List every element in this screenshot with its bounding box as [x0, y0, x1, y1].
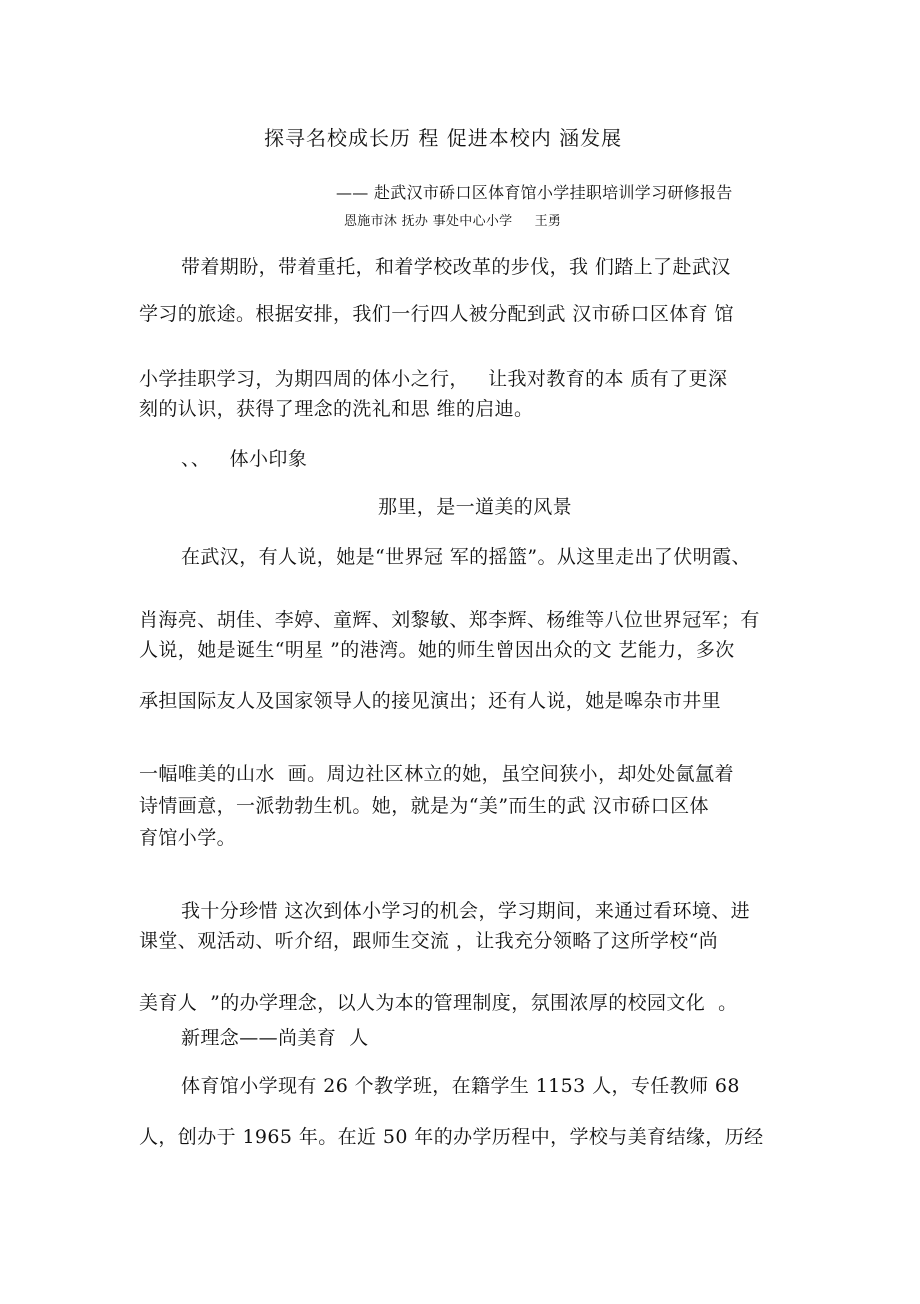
- document-subtitle: —— 赴武汉市硚口区体育馆小学挂职培训学习研修报告: [336, 183, 733, 202]
- paragraph-line: 人说，她是诞生“明星 ”的港湾。她的师生曾因出众的文 艺能力，多次: [139, 639, 735, 661]
- paragraph-line: 体育馆小学现有 26 个教学班，在籍学生 1153 人，专任教师 68: [181, 1075, 740, 1097]
- section-heading: 新理念——尚美育 人: [181, 1027, 369, 1049]
- paragraph-line: 刻的认识，获得了理念的洗礼和思 维的启迪。: [139, 398, 534, 420]
- paragraph-line: 美育人 ”的办学理念，以人为本的管理制度，氛围浓厚的校园文化 。: [139, 992, 738, 1014]
- author-line: 恩施市沐 抚办 事处中心小学 王勇: [344, 214, 562, 229]
- document-title: 探寻名校成长历 程 促进本校内 涵发展: [264, 126, 623, 150]
- section-heading: 、、 体小印象: [181, 448, 308, 470]
- paragraph-line: 学习的旅途。根据安排，我们一行四人被分配到武 汉市硚口区体育 馆: [139, 303, 734, 325]
- paragraph-line: 带着期盼，带着重托，和着学校改革的步伐，我 们踏上了赴武汉: [181, 256, 731, 278]
- paragraph-line: 肖海亮、胡佳、李婷、童辉、刘黎敏、郑李辉、杨维等八位世界冠军；有: [139, 609, 760, 631]
- paragraph-line: 人，创办于 1965 年。在近 50 年的办学历程中，学校与美育结缘，历经: [139, 1126, 764, 1148]
- paragraph-line: 承担国际友人及国家领导人的接见演出；还有人说，她是嗥杂市井里: [139, 690, 722, 712]
- paragraph-line: 小学挂职学习，为期四周的体小之行， 让我对教育的本 质有了更深: [139, 368, 728, 390]
- paragraph-line: 我十分珍惜 这次到体小学习的机会，学习期间，来通过看环境、进: [181, 900, 751, 922]
- paragraph-line: 在武汉，有人说，她是“世界冠 军的摇篮”。从这里走出了伏明霞、: [181, 546, 751, 568]
- paragraph-line: 一幅唯美的山水 画。周边社区林立的她，虽空间狭小，却处处氤氲着: [139, 763, 734, 785]
- paragraph-line: 课堂、观活动、听介绍，跟师生交流 ，让我充分领略了这所学校“尚: [139, 930, 719, 952]
- paragraph-line: 诗情画意，一派勃勃生机。她，就是为“美”而生的武 汉市硚口区体: [139, 795, 709, 817]
- paragraph-line: 育馆小学。: [139, 827, 237, 849]
- section-subheading: 那里，是一道美的风景: [378, 496, 573, 518]
